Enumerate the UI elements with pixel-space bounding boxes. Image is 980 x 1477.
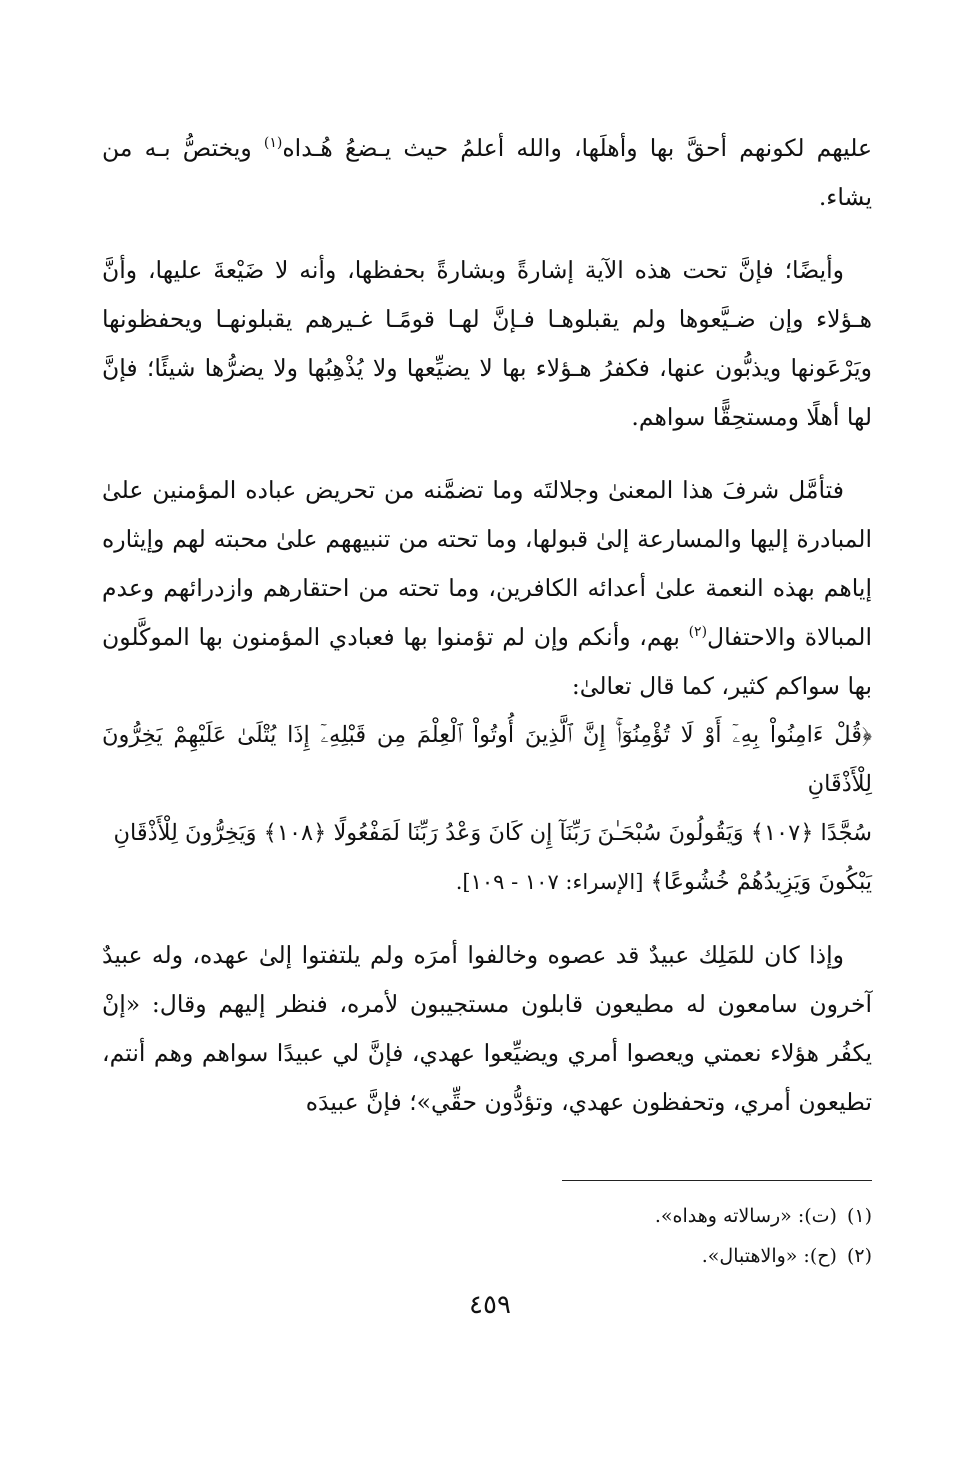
paragraph-1-text-after: ويختصُّ بـه من يشاء. — [102, 134, 872, 211]
paragraph-spacer — [102, 222, 872, 246]
page-number: ٤٥٩ — [469, 1290, 511, 1320]
footnote-2-text: (ح): «والاهتبال». — [701, 1245, 837, 1267]
quran-verse-line-1: ﴿قُلْ ءَامِنُواْ بِهِۦٓ أَوْ لَا تُؤْمِنُوٓاْۚ إِنَّ ٱلَّذِينَ أُوتُواْ ٱلْعِلْمَ مِن قَبْلِهِۦٓ إِذَا يُتْلَىٰ عَلَيْهِمْ يَخِرُّونَ لِلْأَذْقَانِ — [102, 722, 872, 797]
quran-verse-line-3 — [102, 858, 872, 907]
footnote-1-number: (١) — [846, 1205, 872, 1227]
footnote-divider — [562, 1180, 872, 1181]
footnote-marker-2[interactable]: (٢) — [688, 624, 708, 641]
main-text — [102, 124, 872, 1127]
paragraph-3-text-before: فتأمَّل شرفَ هذا المعنىٰ وجلالتَه وما تضمَّنه من تحريض عباده المؤمنين علىٰ المبادرة إليها والمسارعة إلىٰ قبولها، وما تحته من تنبيههم علىٰ محبته لهم وإيثاره إياهم بهذه النعمة علىٰ أعدائه الكافرين، وما تحته من احتقارهم وازدرائهم وعدم المبالاة والاحتفال — [102, 476, 872, 651]
paragraph-spacer — [102, 907, 872, 931]
paragraph-2: وأيضًا؛ فإنَّ تحت هذه الآية إشارةً وبشارةً بحفظها، وأنه لا ضَيْعةَ عليها، وأنَّ هـؤلاء وإن ضـيَّعوها ولم يقبلوهـا فـإنَّ لهـا قومًـا غـيرهم يقبلونهـا ويحفظونها ويَرْعَونها ويذبُّون عنها، فكفرُ هـؤلاء بها لا يضيِّعها ولا يُذْهِبُها ولا يضرُّها شيئًا؛ فإنَّ لها أهلًا ومستحِقًّا سواهم. — [102, 256, 872, 431]
paragraph-1-text-before: عليهم لكونهم أحقَّ بها وأهلَها، والله أعلمُ حيث يـضعُ هُـداه — [282, 134, 872, 162]
footnote-2-number: (٢) — [846, 1245, 872, 1267]
footnote-marker-1[interactable]: (١) — [263, 135, 283, 152]
paragraph-1 — [102, 124, 872, 222]
footnotes — [102, 1196, 872, 1276]
footnote-1 — [102, 1196, 872, 1236]
paragraph-3 — [102, 466, 872, 711]
quran-verse-line-2: سُجَّدًا ﴿١٠٧﴾ وَيَقُولُونَ سُبْحَـٰنَ رَبِّنَآ إِن كَانَ وَعْدُ رَبِّنَا لَمَفْعُولًا ﴿١٠٨﴾ وَيَخِرُّونَ لِلْأَذْقَانِ — [113, 820, 872, 846]
footnote-1-text: (ت): «رسالاته وهداه». — [654, 1205, 837, 1227]
footnote-2 — [102, 1236, 872, 1276]
quran-verse-line-3-text: يَبْكُونَ وَيَزِيدُهُمْ خُشُوعًا﴾ — [650, 869, 872, 895]
paragraph-4: وإذا كان للمَلِك عبيدٌ قد عصوه وخالفوا أمرَه ولم يلتفتوا إلىٰ عهده، وله عبيدٌ آخرون سامعون له مطيعون قابلون مستجيبون لأمره، فنظر إليهم وقال: «إنْ يكفُر هؤلاء نعمتي ويعصوا أمري ويضيِّعوا عهدي، فإنَّ لي عبيدًا سواهم وهم أنتم، تطيعون أمري، وتحفظون عهدي، وتؤدُّون حقِّي»؛ فإنَّ عبيدَه — [102, 941, 872, 1116]
quran-reference: [الإسراء: ١٠٧ - ١٠٩]. — [455, 870, 644, 894]
paragraph-spacer — [102, 442, 872, 466]
paragraph-3-text-after: بهم، وأنكم وإن لم تؤمنوا بها فعبادي المؤمنون بها الموكَّلون بها سواكم كثير، كما قال تعالىٰ: — [102, 623, 872, 700]
